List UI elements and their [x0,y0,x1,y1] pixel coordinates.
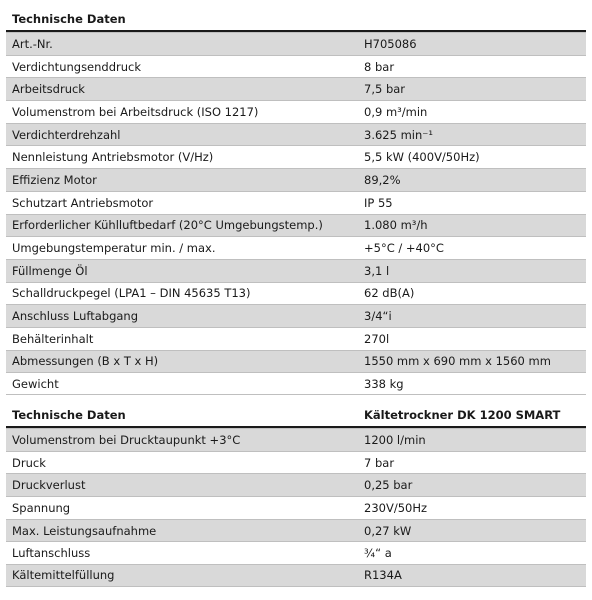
table-row [6,428,586,451]
row-label: Art.-Nr. [12,36,53,51]
row-value: 338 kg [364,376,404,391]
row-label: Druckverlust [12,478,86,493]
table-row [6,496,586,519]
row-label: Schutzart Antriebsmotor [12,195,154,210]
table-row [6,564,586,587]
row-label: Umgebungstemperatur min. / max. [12,241,216,256]
row-label: Verdichterdrehzahl [12,127,121,142]
row-label: Kältemittelfüllung [12,568,115,583]
row-value: ¾“ a [364,546,392,561]
header-value: Kältetrockner DK 1200 SMART [364,408,561,422]
table-row [6,282,586,305]
table-header [6,404,586,428]
table-row [6,541,586,564]
row-value: R134A [364,568,402,583]
row-label: Luftanschluss [12,546,91,561]
row-value: 5,5 kW (400V/50Hz) [364,150,480,165]
row-value: 7,5 bar [364,82,406,97]
table-row [6,304,586,327]
row-label: Effizienz Motor [12,172,97,187]
table-row [6,372,586,395]
table-row [6,145,586,168]
row-value: 230V/50Hz [364,500,428,515]
table-row [6,350,586,373]
row-label: Füllmenge Öl [12,263,88,278]
row-value: 8 bar [364,59,395,74]
row-label: Spannung [12,500,71,515]
row-value: 0,25 bar [364,478,413,493]
row-label: Anschluss Luftabgang [12,309,139,324]
row-value: 270l [364,331,390,346]
table-row [6,32,586,55]
row-value: 62 dB(A) [364,286,415,301]
table-row [6,191,586,214]
row-value: 89,2% [364,172,401,187]
table-row [6,55,586,78]
row-value: H705086 [364,36,417,51]
row-value: 1550 mm x 690 mm x 1560 mm [364,354,551,369]
row-label: Druck [12,455,46,470]
table-row [6,214,586,237]
row-label: Max. Leistungsaufnahme [12,523,157,538]
row-label: Behälterinhalt [12,331,94,346]
row-value: 0,9 m³/min [364,104,428,119]
row-value: 0,27 kW [364,523,412,538]
row-label: Abmessungen (B x T x H) [12,354,159,369]
row-value: 3/4“i [364,309,392,324]
row-label: Volumenstrom bei Arbeitsdruck (ISO 1217) [12,104,259,119]
row-value: 3,1 l [364,263,390,278]
row-label: Erforderlicher Kühlluftbedarf (20°C Umgebungstemp.) [12,218,323,233]
row-value: 7 bar [364,455,395,470]
row-label: Verdichtungsenddruck [12,59,142,74]
header-label: Technische Daten [12,408,126,422]
table-row [6,236,586,259]
row-value: +5°C / +40°C [364,241,444,256]
row-value: 3.625 min⁻¹ [364,127,433,142]
table-row [6,519,586,542]
table-row [6,451,586,474]
table-row [6,77,586,100]
row-value: 1.080 m³/h [364,218,428,233]
row-label: Schalldruckpegel (LPA1 – DIN 45635 T13) [12,286,251,301]
table-row [6,168,586,191]
table-row [6,473,586,496]
table-row [6,123,586,146]
row-label: Nennleistung Antriebsmotor (V/Hz) [12,150,214,165]
table-row [6,100,586,123]
spec-table-dryer [6,404,586,587]
row-value: 1200 l/min [364,432,426,447]
spec-table-compressor [6,8,586,395]
row-label: Gewicht [12,376,59,391]
row-label: Arbeitsdruck [12,82,85,97]
table-header [6,8,586,32]
header-label: Technische Daten [12,12,126,26]
table-row [6,259,586,282]
row-label: Volumenstrom bei Drucktaupunkt +3°C [12,432,241,447]
table-row [6,327,586,350]
row-value: IP 55 [364,195,393,210]
